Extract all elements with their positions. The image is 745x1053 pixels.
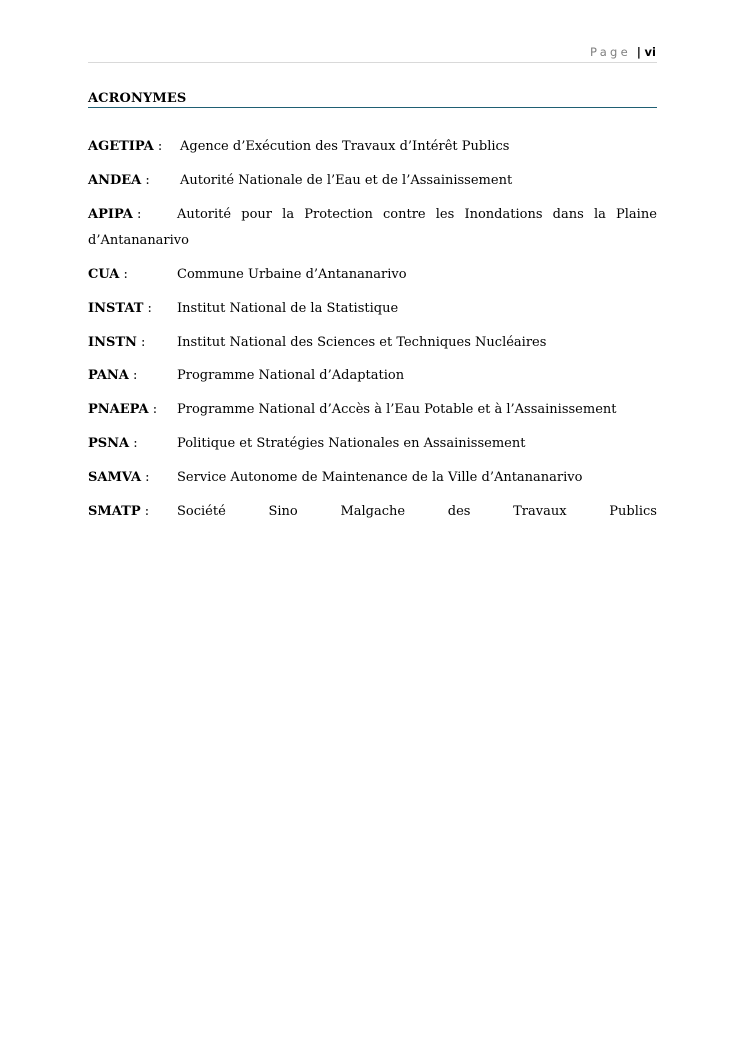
acronym-definition: Politique et Stratégies Nationales en Assainissement — [177, 436, 526, 451]
page-word: Page — [589, 45, 632, 59]
acronym-definition — [177, 503, 657, 521]
definition-word: Protection — [304, 207, 373, 222]
definition-word: des — [447, 504, 471, 519]
acronym-definition: Service Autonome de Maintenance de la Ville d’Antananarivo — [177, 470, 583, 485]
acronym-definition: Commune Urbaine d’Antananarivo — [177, 267, 407, 282]
definition-word: Travaux — [513, 504, 567, 519]
section-title: ACRONYMES — [88, 91, 187, 106]
acronym-row-apipa — [88, 206, 657, 250]
acronym-definition: Programme National d’Adaptation — [177, 368, 405, 383]
acronym-term: CUA : — [88, 267, 128, 282]
acronym-definition: Autorité Nationale de l’Eau et de l’Assainissement — [180, 173, 513, 188]
acronym-definition-continued: d’Antananarivo — [88, 233, 189, 248]
definition-word: Publics — [609, 504, 657, 519]
definition-word: Société — [177, 504, 226, 519]
definition-word: la — [593, 207, 606, 222]
acronym-definition: Institut National des Sciences et Techniques Nucléaires — [177, 335, 547, 350]
page-number-label — [590, 45, 656, 59]
acronym-definition: Agence d’Exécution des Travaux d’Intérêt Publics — [180, 139, 510, 154]
definition-word: dans — [552, 207, 584, 222]
acronym-term: PNAEPA : — [88, 402, 158, 417]
definition-word: Sino — [268, 504, 298, 519]
definition-word: la — [282, 207, 295, 222]
acronym-term: SAMVA : — [88, 470, 150, 485]
definition-word: pour — [241, 207, 273, 222]
definition-word: Plaine — [616, 207, 657, 222]
definition-word: Malgache — [340, 504, 406, 519]
definition-word: Inondations — [464, 207, 543, 222]
acronym-term: INSTAT : — [88, 301, 152, 316]
acronym-definition: Programme National d’Accès à l’Eau Potable et à l’Assainissement — [177, 402, 617, 417]
definition-word: Autorité — [177, 207, 232, 222]
page-number: vi — [644, 45, 656, 59]
acronym-term: ANDEA : — [88, 173, 150, 188]
acronym-term: PANA : — [88, 368, 138, 383]
definition-word: les — [435, 207, 455, 222]
definition-word: contre — [382, 207, 426, 222]
acronym-term: AGETIPA : — [88, 139, 163, 154]
acronym-term: APIPA : — [88, 207, 142, 222]
acronym-definition — [177, 206, 657, 224]
acronym-term: INSTN : — [88, 335, 146, 350]
page-separator: | — [636, 45, 641, 59]
acronym-term: PSNA : — [88, 436, 138, 451]
acronym-definition: Institut National de la Statistique — [177, 301, 399, 316]
acronym-term: SMATP : — [88, 504, 150, 519]
section-heading — [88, 87, 657, 108]
page-header — [88, 36, 657, 63]
